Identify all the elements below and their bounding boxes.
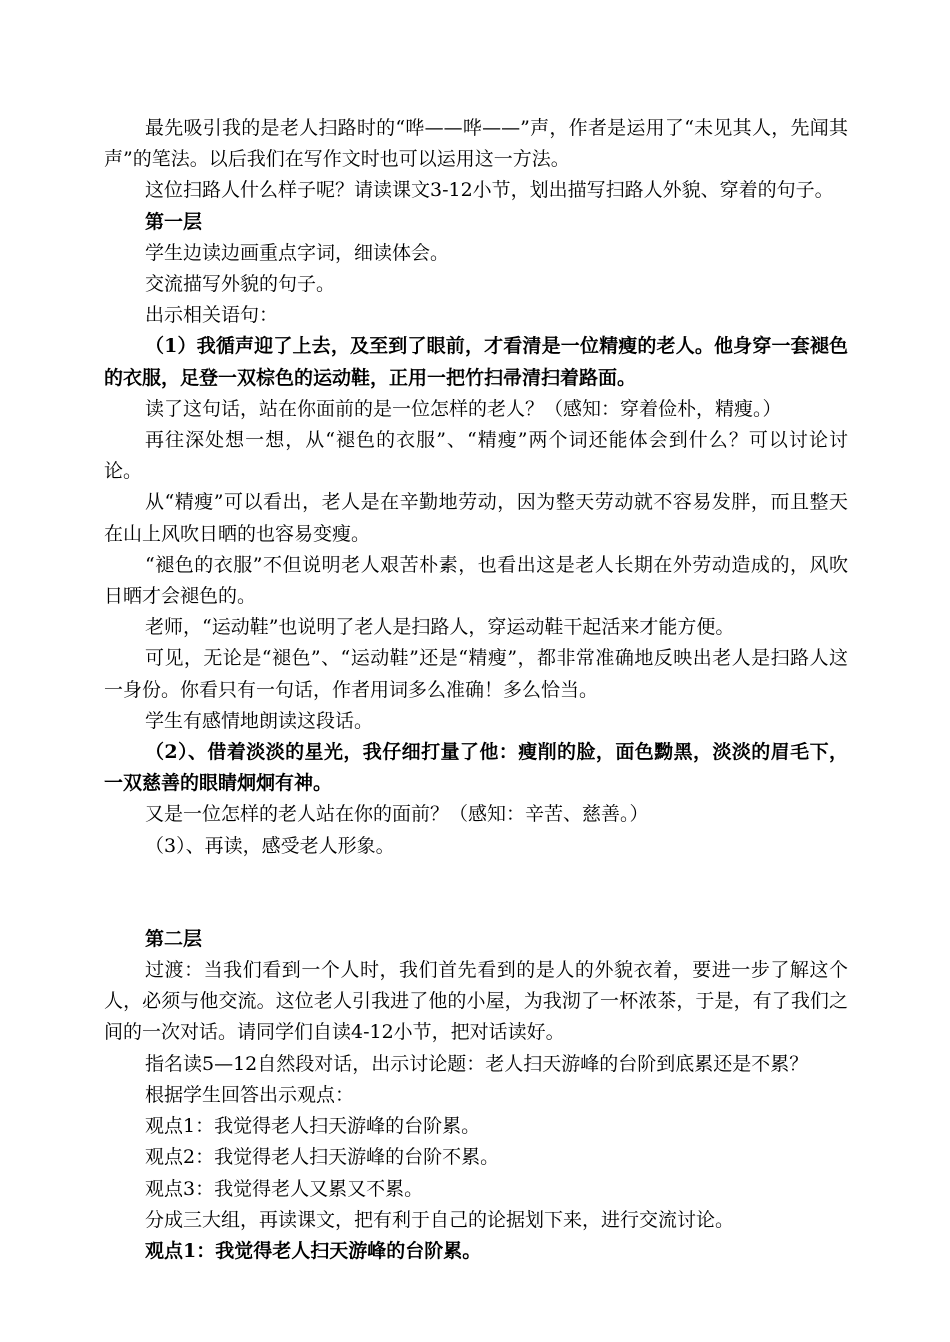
paragraph: 根据学生回答出示观点： [145,1083,355,1106]
paragraph: 交流描写外貌的句子。 [145,273,336,296]
paragraph: （3）、再读，感受老人形象。 [145,834,395,857]
document-page [104,113,848,1267]
section-heading: 第一层 [145,210,203,233]
blank-space [104,862,848,924]
section-heading: 第二层 [145,927,203,950]
viewpoint-heading: 观点1：我觉得老人扫天游峰的台阶累。 [145,1239,482,1262]
paragraph: 可见，无论是“褪色”、“运动鞋”还是“精瘦”，都非常准确地反映出老人是扫路人这一身份。你看只有一句话，作者用词多么准确！多么恰当。 [104,647,848,701]
paragraph: 老师，“运动鞋”也说明了老人是扫路人，穿运动鞋干起活来才能方便。 [145,616,735,639]
paragraph: 读了这句话，站在你面前的是一位怎样的老人？（感知：穿着俭朴，精瘦。） [145,397,782,420]
quoted-sentence: （1）我循声迎了上去，及至到了眼前，才看清是一位精瘦的老人。他身穿一套褪色的衣服，足登一双棕色的运动鞋，正用一把竹扫帚清扫着路面。 [104,335,848,389]
paragraph: 观点1：我觉得老人扫天游峰的台阶累。 [145,1115,481,1138]
paragraph: 指名读5—12自然段对话，出示讨论题：老人扫天游峰的台阶到底累还是不累？ [145,1052,809,1075]
paragraph: 观点3：我觉得老人又累又不累。 [145,1177,424,1200]
paragraph: 从“精瘦”可以看出，老人是在辛勤地劳动，因为整天劳动就不容易发胖，而且整天在山上风吹日晒的也容易变瘦。 [104,491,848,545]
paragraph: 学生边读边画重点字词，细读体会。 [145,241,450,264]
paragraph: 再往深处想一想，从“褪色的衣服”、“精瘦”两个词还能体会到什么？可以讨论讨论。 [104,429,848,483]
paragraph: 过渡：当我们看到一个人时，我们首先看到的是人的外貌衣着，要进一步了解这个人，必须与他交流。这位老人引我进了他的小屋，为我沏了一杯浓茶，于是，有了我们之间的一次对话。请同学们自读4-12小节，把对话读好。 [104,959,848,1044]
paragraph: “褪色的衣服”不但说明老人艰苦朴素，也看出这是老人长期在外劳动造成的，风吹日晒才会褪色的。 [104,553,848,608]
quoted-sentence: （2）、借着淡淡的星光，我仔细打量了他：瘦削的脸，面色黝黑，淡淡的眉毛下，一双慈善的眼睛炯炯有神。 [104,741,848,795]
paragraph: 出示相关语句： [145,304,279,327]
paragraph: 又是一位怎样的老人站在你的面前？（感知：辛苦、慈善。） [145,803,649,826]
paragraph: 最先吸引我的是老人扫路时的“哗——哗——”声，作者是运用了“未见其人，先闻其声”的笔法。以后我们在写作文时也可以运用这一方法。 [104,117,848,171]
paragraph: 分成三大组，再读课文，把有利于自己的论据划下来，进行交流讨论。 [145,1208,735,1231]
paragraph: 这位扫路人什么样子呢？请读课文3-12小节，划出描写扫路人外貌、穿着的句子。 [145,179,834,202]
paragraph: 学生有感情地朗读这段话。 [145,709,374,732]
paragraph: 观点2：我觉得老人扫天游峰的台阶不累。 [145,1146,500,1169]
